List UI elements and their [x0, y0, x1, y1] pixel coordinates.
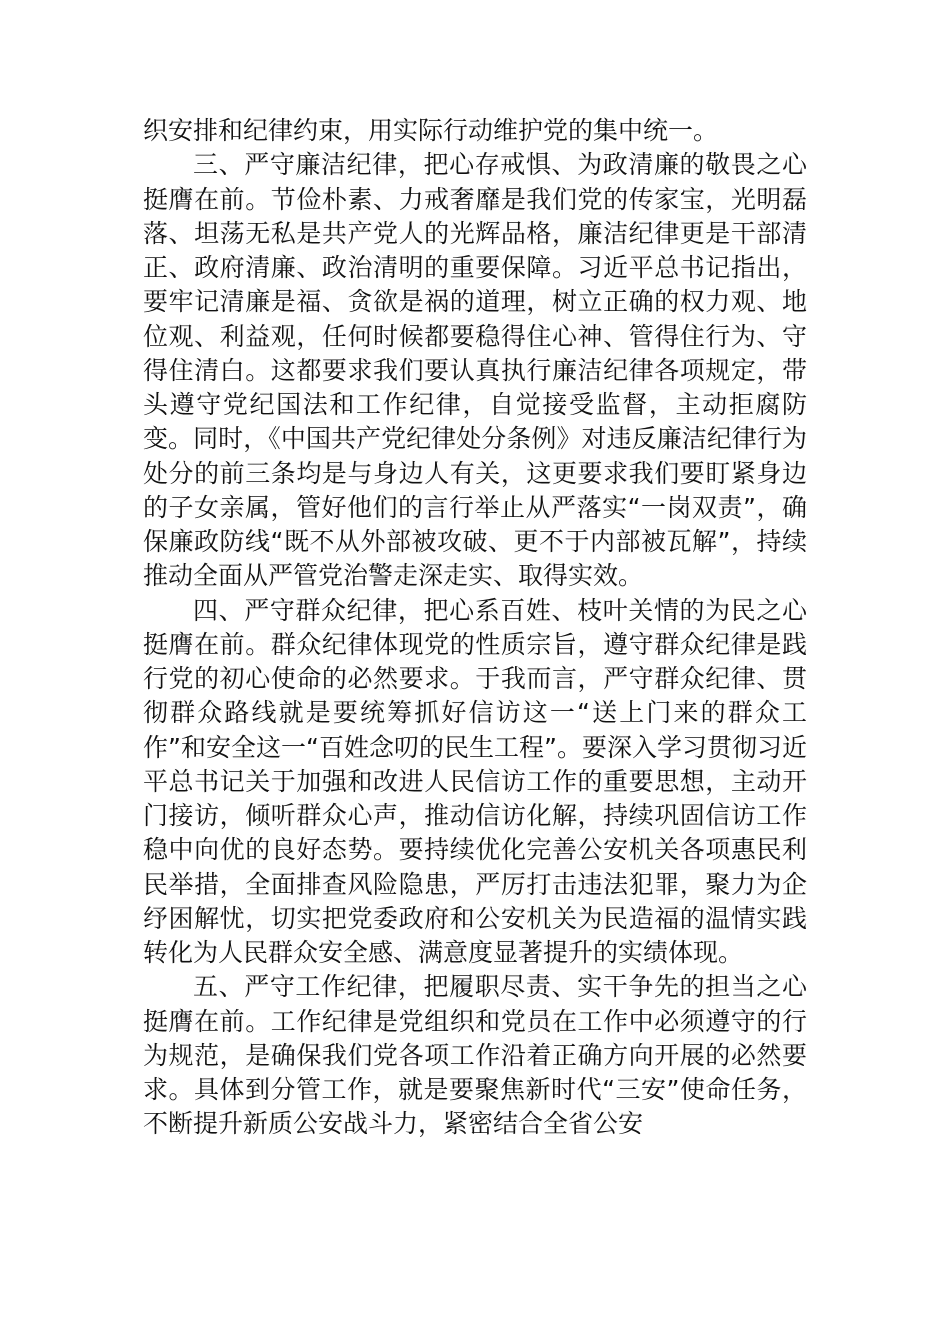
paragraph-integrity-discipline: 三、严守廉洁纪律，把心存戒惧、为政清廉的敬畏之心挺膺在前。节俭朴素、力戒奢靡是我们党的传家宝，光明磊落、坦荡无私是共产党人的光辉品格，廉洁纪律更是干部清正、政府清廉、政治清明的重要保障。习近平总书记指出，要牢记清廉是福、贪欲是祸的道理，树立正确的权力观、地位观、利益观，任何时候都要稳得住心神、管得住行为、守得住清白。这都要求我们要认真执行廉洁纪律各项规定，带头遵守党纪国法和工作纪律，自觉接受监督，主动拒腐防变。同时，《中国共产党纪律处分条例》对违反廉洁纪律行为处分的前三条均是与身边人有关，这更要求我们要盯紧身边的子女亲属，管好他们的言行举止从严落实“一岗双责”，确保廉政防线“既不从外部被攻破、更不于内部被瓦解”，持续推动全面从严管党治警走深走实、取得实效。	[143, 150, 807, 591]
document-page	[143, 114, 807, 1142]
paragraph-continuation: 织安排和纪律约束，用实际行动维护党的集中统一。	[143, 116, 719, 145]
paragraph-mass-discipline: 四、严守群众纪律，把心系百姓、枝叶关情的为民之心挺膺在前。群众纪律体现党的性质宗旨，遵守群众纪律是践行党的初心使命的必然要求。于我而言，严守群众纪律、贯彻群众路线就是要统筹抓好信访这一“送上门来的群众工作”和安全这一“百姓念叨的民生工程”。要深入学习贯彻习近平总书记关于加强和改进人民信访工作的重要思想，主动开门接访，倾听群众心声，推动信访化解，持续巩固信访工作稳中向优的良好态势。要持续优化完善公安机关各项惠民利民举措，全面排查风险隐患，严厉打击违法犯罪，聚力为企纾困解忧，切实把党委政府和公安机关为民造福的温情实践转化为人民群众安全感、满意度显著提升的实绩体现。	[143, 595, 807, 967]
paragraph-work-discipline: 五、严守工作纪律，把履职尽责、实干争先的担当之心挺膺在前。工作纪律是党组织和党员在工作中必须遵守的行为规范，是确保我们党各项工作沿着正确方向开展的必然要求。具体到分管工作，就是要聚焦新时代“三安”使命任务，不断提升新质公安战斗力，紧密结合全省公安	[143, 972, 807, 1139]
